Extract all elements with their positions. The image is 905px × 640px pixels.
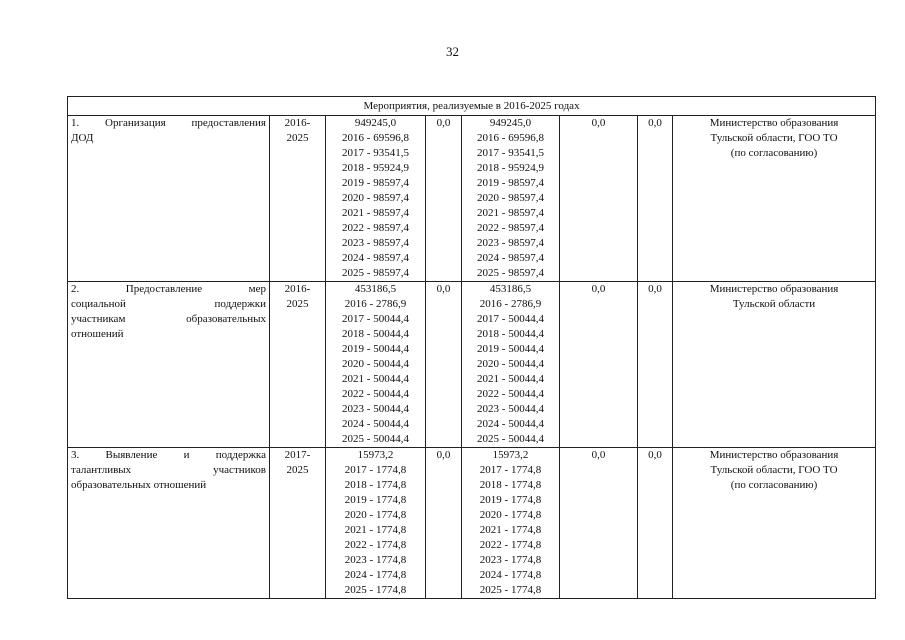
federal-funding: 0,0 (426, 448, 462, 599)
regional-funding: 453186,5 2016 - 2786,9 2017 - 50044,4 2018 - 50044,4 2019 - 50044,4 2020 - 50044,4 2021 - 50044,4 2022 - 50044,4 2023 - 50044,4 2024 - 50044,4 2025 - 50044,4 (462, 282, 560, 448)
table-row (68, 448, 876, 599)
local-funding: 0,0 (560, 282, 638, 448)
local-funding: 0,0 (560, 116, 638, 282)
other-funding: 0,0 (638, 116, 673, 282)
other-funding: 0,0 (638, 282, 673, 448)
responsible-executor: Министерство образования Тульской области, ГОО ТО (по согласованию) (673, 116, 876, 282)
regional-funding: 15973,2 2017 - 1774,8 2018 - 1774,8 2019 - 1774,8 2020 - 1774,8 2021 - 1774,8 2022 - 1774,8 2023 - 1774,8 2024 - 1774,8 2025 - 1774,8 (462, 448, 560, 599)
period: 2017- 2025 (270, 448, 326, 599)
page-number: 32 (446, 44, 459, 59)
total-funding: 15973,2 2017 - 1774,8 2018 - 1774,8 2019 - 1774,8 2020 - 1774,8 2021 - 1774,8 2022 - 1774,8 2023 - 1774,8 2024 - 1774,8 2025 - 1774,8 (326, 448, 426, 599)
responsible-executor: Министерство образования Тульской области, ГОО ТО (по согласованию) (673, 448, 876, 599)
other-funding: 0,0 (638, 448, 673, 599)
section-header: Мероприятия, реализуемые в 2016-2025 годах (68, 97, 876, 116)
period: 2016- 2025 (270, 282, 326, 448)
federal-funding: 0,0 (426, 116, 462, 282)
activity-name: 3. Выявление и поддержка талантливых участников образовательных отношений (68, 448, 270, 599)
regional-funding: 949245,0 2016 - 69596,8 2017 - 93541,5 2018 - 95924,9 2019 - 98597,4 2020 - 98597,4 2021 - 98597,4 2022 - 98597,4 2023 - 98597,4 2024 - 98597,4 2025 - 98597,4 (462, 116, 560, 282)
federal-funding: 0,0 (426, 282, 462, 448)
activity-name: 2. Предоставление мер социальной поддержки участникам образовательных отношений (68, 282, 270, 448)
total-funding: 453186,5 2016 - 2786,9 2017 - 50044,4 2018 - 50044,4 2019 - 50044,4 2020 - 50044,4 2021 - 50044,4 2022 - 50044,4 2023 - 50044,4 2024 - 50044,4 2025 - 50044,4 (326, 282, 426, 448)
total-funding: 949245,0 2016 - 69596,8 2017 - 93541,5 2018 - 95924,9 2019 - 98597,4 2020 - 98597,4 2021 - 98597,4 2022 - 98597,4 2023 - 98597,4 2024 - 98597,4 2025 - 98597,4 (326, 116, 426, 282)
local-funding: 0,0 (560, 448, 638, 599)
period: 2016- 2025 (270, 116, 326, 282)
table-row (68, 282, 876, 448)
activity-name: 1. Организация предоставления ДОД (68, 116, 270, 282)
section-header-row (68, 97, 876, 116)
table-row (68, 116, 876, 282)
activities-table (67, 96, 876, 599)
responsible-executor: Министерство образования Тульской области (673, 282, 876, 448)
